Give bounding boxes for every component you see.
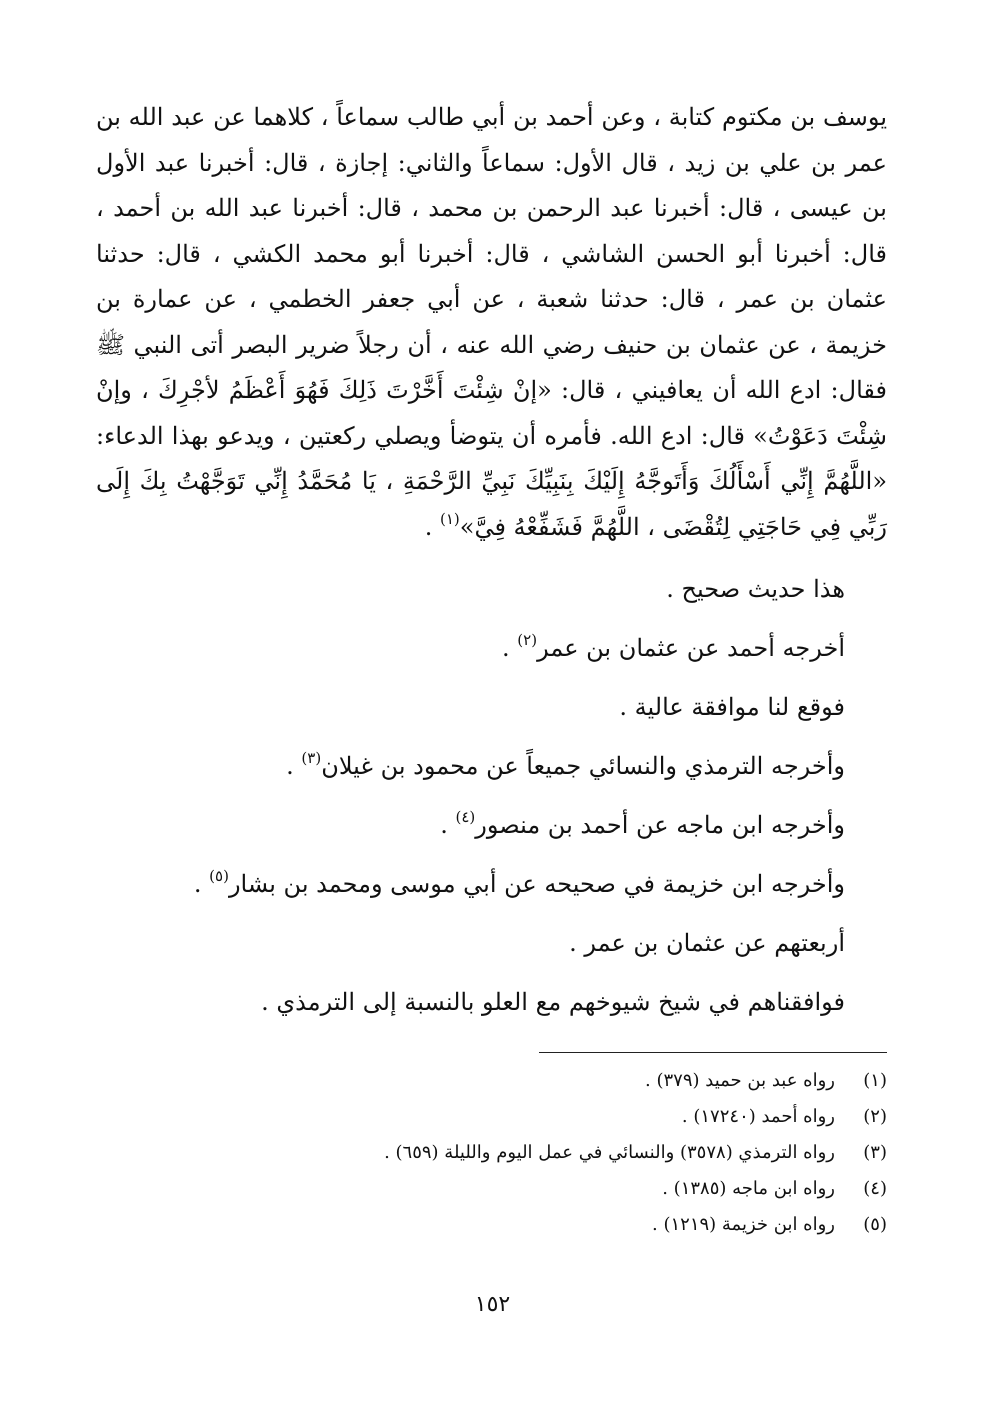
takhrij-line <box>96 973 845 1032</box>
footnote-ref: (٤) <box>455 808 476 826</box>
takhrij-line <box>96 678 845 737</box>
takhrij-text: وأخرجه ابن ماجه عن أحمد بن منصور <box>475 811 845 839</box>
footnote-ref: (٥) <box>209 867 229 885</box>
footnote-number: (٤) <box>863 1178 887 1199</box>
footnote-item <box>96 1171 887 1207</box>
footnote-ref: (٢) <box>517 631 538 649</box>
takhrij-text: فوقع لنا موافقة عالية . <box>619 693 845 721</box>
footnote-text: رواه ابن خزيمة (١٢١٩) . <box>652 1214 835 1235</box>
footnote-item <box>96 1099 887 1135</box>
footnote-separator <box>539 1052 887 1053</box>
isnad-text: يوسف بن مكتوم كتابة ، وعن أحمد بن أبي طالب سماعاً ، كلاهما عن عبد الله بن عمر بن علي بن زيد ، قال الأول: سماعاً والثاني: إجازة ، قال: أخبرنا عبد الأول بن عيسى ، قال: أخبرنا عبد الرحمن بن محمد ، قال: أخبرنا عبد الله بن أحمد ، قال: أخبرنا أبو الحسن الشاشي ، قال: أخبرنا أبو محمد الكشي ، قال: حدثنا عثمان بن عمر ، قال: حدثنا شعبة ، عن أبي جعفر الخطمي ، عن عمارة بن خزيمة ، عن عثمان بن حنيف رضي الله عنه ، أن رجلاً ضرير البصر أتى النبي ﷺ فقال: ادع الله أن يعافيني ، قال: «إنْ شِئْتَ أَخَّرْتَ ذَلِكَ فَهُوَ أَعْظَمُ لأجْرِكَ ، وإنْ شِئْتَ دَعَوْتُ» قال: ادع الله. فأمره أن يتوضأ ويصلي ركعتين ، ويدعو بهذا الدعاء: «اللَّهُمَّ إِنِّي أَسْأَلُكَ وَأَتَوجَّهُ إِلَيْكَ بِنَبِيِّكَ نَبِيِّ الرَّحْمَةِ ، يَا مُحَمَّدُ إِنِّي تَوَجَّهْتُ بِكَ إِلَى رَبِّي فِي حَاجَتِي لِتُقْضَى ، اللَّهُمَّ فَشَفِّعْهُ فِيَّ» <box>96 103 887 541</box>
footnote-number: (٢) <box>863 1106 887 1127</box>
takhrij-text: فوافقناهم في شيخ شيوخهم مع العلو بالنسبة إلى الترمذي . <box>261 988 845 1016</box>
footnote-text: رواه عبد بن حميد (٣٧٩) . <box>645 1070 835 1091</box>
takhrij-line <box>96 914 845 973</box>
takhrij-line: وأخرجه الترمذي والنسائي جميعاً عن محمود بن غيلان$^{(٣)}$ . <box>286 749 845 780</box>
footnote-text: رواه أحمد (١٧٢٤٠) . <box>681 1106 835 1127</box>
footnote-text: رواه الترمذي (٣٥٧٨) والنسائي في عمل اليوم والليلة (٦٥٩) . <box>384 1142 835 1163</box>
takhrij-line: وأخرجه ابن ماجه عن أحمد بن منصور$^{(٤)}$ . <box>440 808 845 839</box>
footnote-item <box>96 1135 887 1171</box>
footnote-text: رواه ابن ماجه (١٣٨٥) . <box>662 1178 835 1199</box>
takhrij-line: أخرجه أحمد عن عثمان بن عمر$^{(٢)}$ . <box>502 631 845 662</box>
footnote-separator-wrap <box>96 1052 887 1053</box>
takhrij-text: وأخرجه الترمذي والنسائي جميعاً عن محمود بن غيلان <box>321 752 845 780</box>
takhrij-text: وأخرجه ابن خزيمة في صحيحه عن أبي موسى ومحمد بن بشار <box>228 870 845 898</box>
isnad-paragraph: يوسف بن مكتوم كتابة ، وعن أحمد بن أبي طالب سماعاً ، كلاهما عن عبد الله بن عمر بن علي بن زيد ، قال الأول: سماعاً والثاني: إجازة ، قال: أخبرنا عبد الأول بن عيسى ، قال: أخبرنا عبد الرحمن بن محمد ، قال: أخبرنا عبد الله بن أحمد ، قال: أخبرنا أبو الحسن الشاشي ، قال: أخبرنا أبو محمد الكشي ، قال: حدثنا عثمان بن عمر ، قال: حدثنا شعبة ، عن أبي جعفر الخطمي ، عن عمارة بن خزيمة ، عن عثمان بن حنيف رضي الله عنه ، أن رجلاً ضرير البصر أتى النبي ﷺ فقال: ادع الله أن يعافيني ، قال: «إنْ شِئْتَ أَخَّرْتَ ذَلِكَ فَهُوَ أَعْظَمُ لأجْرِكَ ، وإنْ شِئْتَ دَعَوْتُ» قال: ادع الله. فأمره أن يتوضأ ويصلي ركعتين ، ويدعو بهذا الدعاء: «اللَّهُمَّ إِنِّي أَسْأَلُكَ وَأَتَوجَّهُ إِلَيْكَ بِنَبِيِّكَ نَبِيِّ الرَّحْمَةِ ، يَا مُحَمَّدُ إِنِّي تَوَجَّهْتُ بِكَ إِلَى رَبِّي فِي حَاجَتِي لِتُقْضَى ، اللَّهُمَّ فَشَفِّعْهُ فِيَّ»$^{(١)}$ . <box>96 103 887 541</box>
footnote-ref: (١) <box>439 509 460 528</box>
takhrij-line <box>96 560 845 619</box>
footnote-number: (٣) <box>863 1142 887 1163</box>
takhrij-text: أخرجه أحمد عن عثمان بن عمر <box>537 634 845 662</box>
takhrij-list <box>96 560 845 1032</box>
page-number: ١٥٢ <box>474 1292 511 1317</box>
takhrij-text: هذا حديث صحيح . <box>666 575 845 603</box>
footnote-number: (١) <box>863 1070 887 1091</box>
footnote-item <box>96 1063 887 1099</box>
footnotes-list <box>96 1063 887 1243</box>
footnote-number: (٥) <box>863 1214 887 1235</box>
footnote-item <box>96 1207 887 1243</box>
footnote-ref: (٣) <box>301 749 322 767</box>
takhrij-line: وأخرجه ابن خزيمة في صحيحه عن أبي موسى ومحمد بن بشار$^{(٥)}$ . <box>193 867 845 898</box>
takhrij-text: أربعتهم عن عثمان بن عمر . <box>569 929 845 957</box>
